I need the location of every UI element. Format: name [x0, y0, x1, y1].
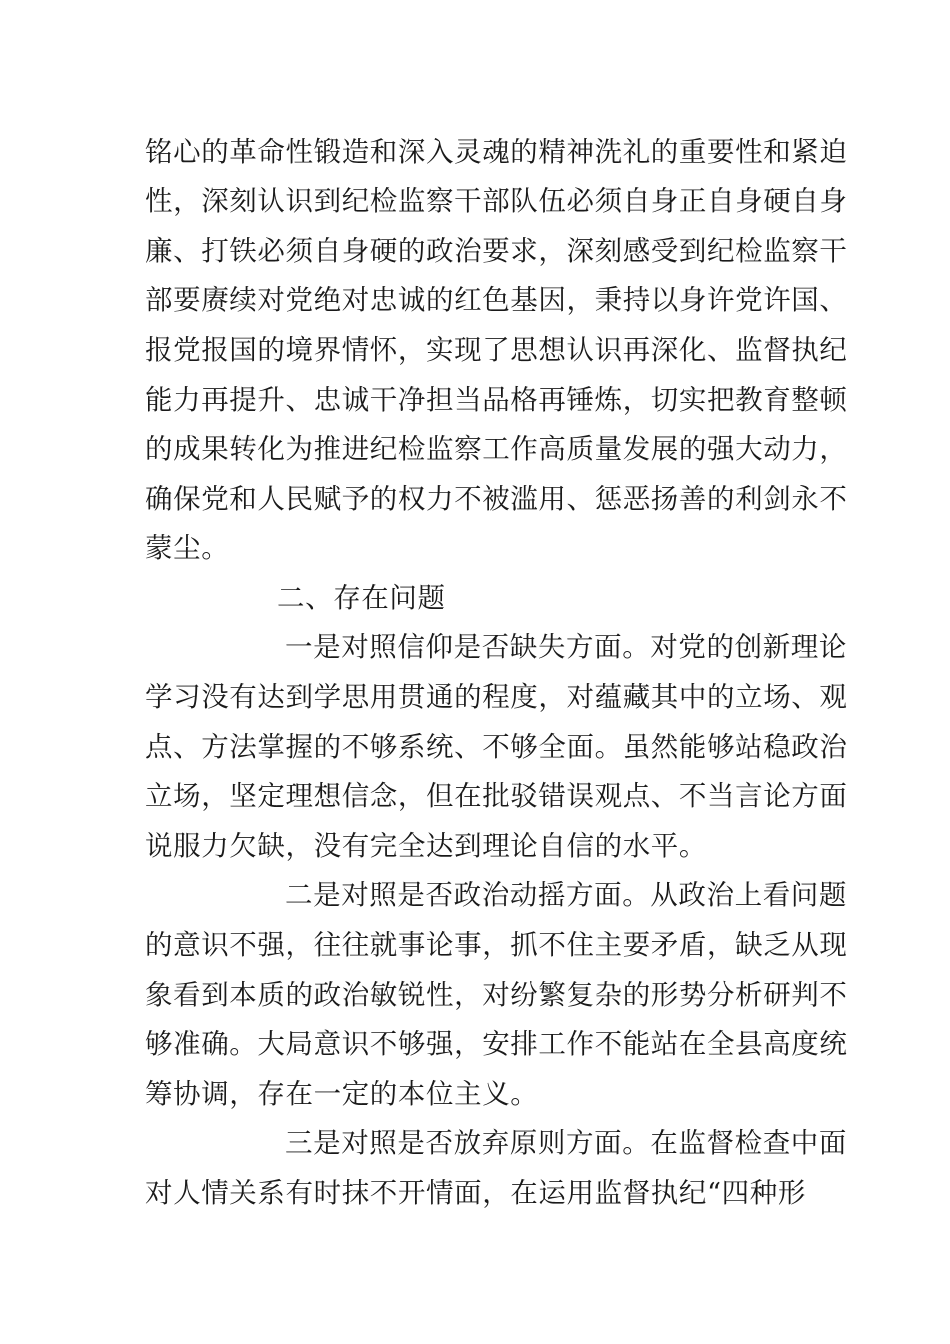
section-heading: 二、存在问题 [277, 582, 446, 614]
body-text-line: 铭心的革命性锻造和深入灵魂的精神洗礼的重要性和紧迫 [145, 136, 848, 168]
body-text-line: 点、方法掌握的不够系统、不够全面。虽然能够站稳政治 [145, 731, 848, 763]
body-text-line: 的意识不强，往往就事论事，抓不住主要矛盾，缺乏从现 [145, 929, 848, 961]
body-text-line: 说服力欠缺，没有完全达到理论自信的水平。 [145, 830, 707, 862]
body-text-line: 部要赓续对党绝对忠诚的红色基因，秉持以身许党许国、 [145, 284, 848, 316]
body-text-line: 确保党和人民赋予的权力不被滥用、惩恶扬善的利剑永不 [145, 483, 848, 515]
body-text-line: 报党报国的境界情怀，实现了思想认识再深化、监督执纪 [145, 334, 848, 366]
body-text-line: 蒙尘。 [145, 532, 230, 564]
body-text-line: 的成果转化为推进纪检监察工作高质量发展的强大动力， [145, 433, 848, 465]
body-text-line: 学习没有达到学思用贯通的程度，对蕴藏其中的立场、观 [145, 681, 848, 713]
body-text-line: 象看到本质的政治敏锐性，对纷繁复杂的形势分析研判不 [145, 979, 848, 1011]
body-text-line: 性，深刻认识到纪检监察干部队伍必须自身正自身硬自身 [145, 185, 848, 217]
body-text-line: 能力再提升、忠诚干净担当品格再锤炼，切实把教育整顿 [145, 384, 848, 416]
body-text-line: 够准确。大局意识不够强，安排工作不能站在全县高度统 [145, 1028, 848, 1060]
body-text-line: 筹协调，存在一定的本位主义。 [145, 1078, 539, 1110]
paragraph-first-line: 二是对照是否政治动摇方面。从政治上看问题 [285, 879, 847, 911]
paragraph-first-line: 三是对照是否放弃原则方面。在监督检查中面 [285, 1127, 847, 1159]
paragraph-first-line: 一是对照信仰是否缺失方面。对党的创新理论 [285, 631, 847, 663]
body-text-line: 对人情关系有时抹不开情面，在运用监督执纪“四种形 [145, 1177, 806, 1209]
body-text-line: 立场，坚定理想信念，但在批驳错误观点、不当言论方面 [145, 780, 848, 812]
body-text-line: 廉、打铁必须自身硬的政治要求，深刻感受到纪检监察干 [145, 235, 848, 267]
